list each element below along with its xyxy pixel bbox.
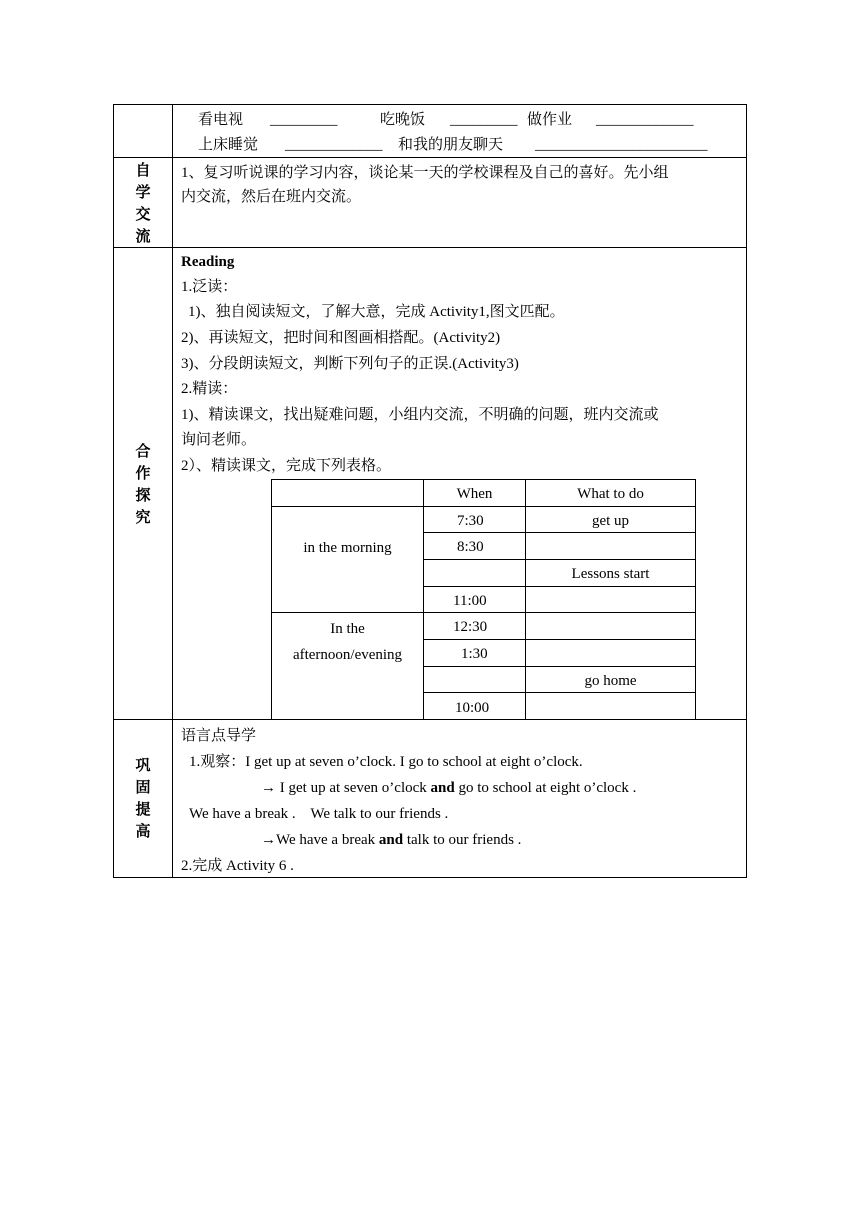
blank-go-to-bed: _____________	[285, 137, 383, 153]
phrase-do-homework: 做作业	[527, 112, 573, 128]
section-label-self-study: 自 学 交 流	[135, 161, 151, 245]
header-when: When	[456, 486, 493, 502]
skim-heading: 1.泛读：	[181, 279, 238, 295]
table-row-1-when: 7:30	[457, 513, 484, 529]
phrase-go-to-bed: 上床睡觉	[198, 137, 259, 153]
blank-have-dinner: _________	[450, 112, 518, 128]
blank-watch-tv: _________	[270, 112, 338, 128]
group-afternoon-line2: afternoon/evening	[292, 647, 403, 663]
blank-chat-with-friends: _______________________	[535, 137, 708, 153]
skim-step-2: 2)、再读短文，把时间和图画相搭配。(Activity2)	[181, 330, 501, 346]
example-sentence-2: We have a break . We talk to our friends .	[189, 806, 449, 822]
intensive-step-1-line1: 1)、精读课文，找出疑难问题，小组内交流，不明确的问题，班内交流或	[181, 407, 659, 423]
observation-line: 1.观察：I get up at seven o’clock. I go to school at eight o’clock.	[189, 754, 583, 770]
table-border-bottom	[113, 877, 747, 878]
label-column-divider	[172, 104, 173, 878]
language-points-heading: 语言点导学	[181, 728, 257, 744]
table-row-6-when: 1:30	[461, 646, 488, 662]
phrase-watch-tv: 看电视	[198, 112, 244, 128]
table-row-7-what: go home	[584, 673, 637, 689]
table-row-1-what: get up	[591, 513, 630, 529]
group-afternoon-line1: In the	[330, 621, 365, 637]
table-row-3-what: Lessons start	[571, 566, 650, 582]
skim-step-3: 3)、分段朗读短文，判断下列句子的正误.(Activity3)	[181, 356, 519, 372]
table-row-5-when: 12:30	[453, 619, 488, 635]
intensive-step-1-line2: 询问老师。	[181, 432, 257, 448]
section-label-consolidation: 巩 固 提 高	[135, 756, 151, 840]
header-what-to-do: What to do	[577, 486, 644, 502]
blank-do-homework: _____________	[596, 112, 694, 128]
self-study-text-line2: 内交流，然后在班内交流。	[181, 189, 362, 205]
activity-task: 2.完成 Activity 6 .	[181, 858, 294, 874]
skim-step-1: 1)、独自阅读短文，了解大意，完成 Activity1,图文匹配。	[188, 304, 565, 320]
row-divider-1	[113, 157, 747, 158]
table-border-top	[113, 104, 747, 105]
intensive-heading: 2.精读：	[181, 381, 238, 397]
phrase-have-dinner: 吃晚饭	[380, 112, 426, 128]
combined-sentence-2: →We have a break and talk to our friends .	[261, 832, 522, 848]
section-label-cooperation: 合 作 探 究	[135, 442, 151, 526]
table-row-2-when: 8:30	[457, 539, 484, 555]
combined-sentence-1: → I get up at seven o’clock and go to school at eight o’clock .	[261, 780, 637, 796]
self-study-text-line1: 1、复习听说课的学习内容，谈论某一天的学校课程及自己的喜好。先小组	[181, 165, 669, 181]
row-divider-2	[113, 247, 747, 248]
table-row-4-when: 11:00	[453, 593, 487, 609]
phrase-chat-with-friends: 和我的朋友聊天	[398, 137, 504, 153]
reading-heading: Reading	[181, 254, 235, 270]
group-morning: in the morning	[303, 540, 392, 556]
table-row-8-when: 10:00	[455, 700, 490, 716]
table-border-right	[746, 104, 747, 878]
intensive-step-2: 2）、精读课文，完成下列表格。	[181, 458, 392, 474]
